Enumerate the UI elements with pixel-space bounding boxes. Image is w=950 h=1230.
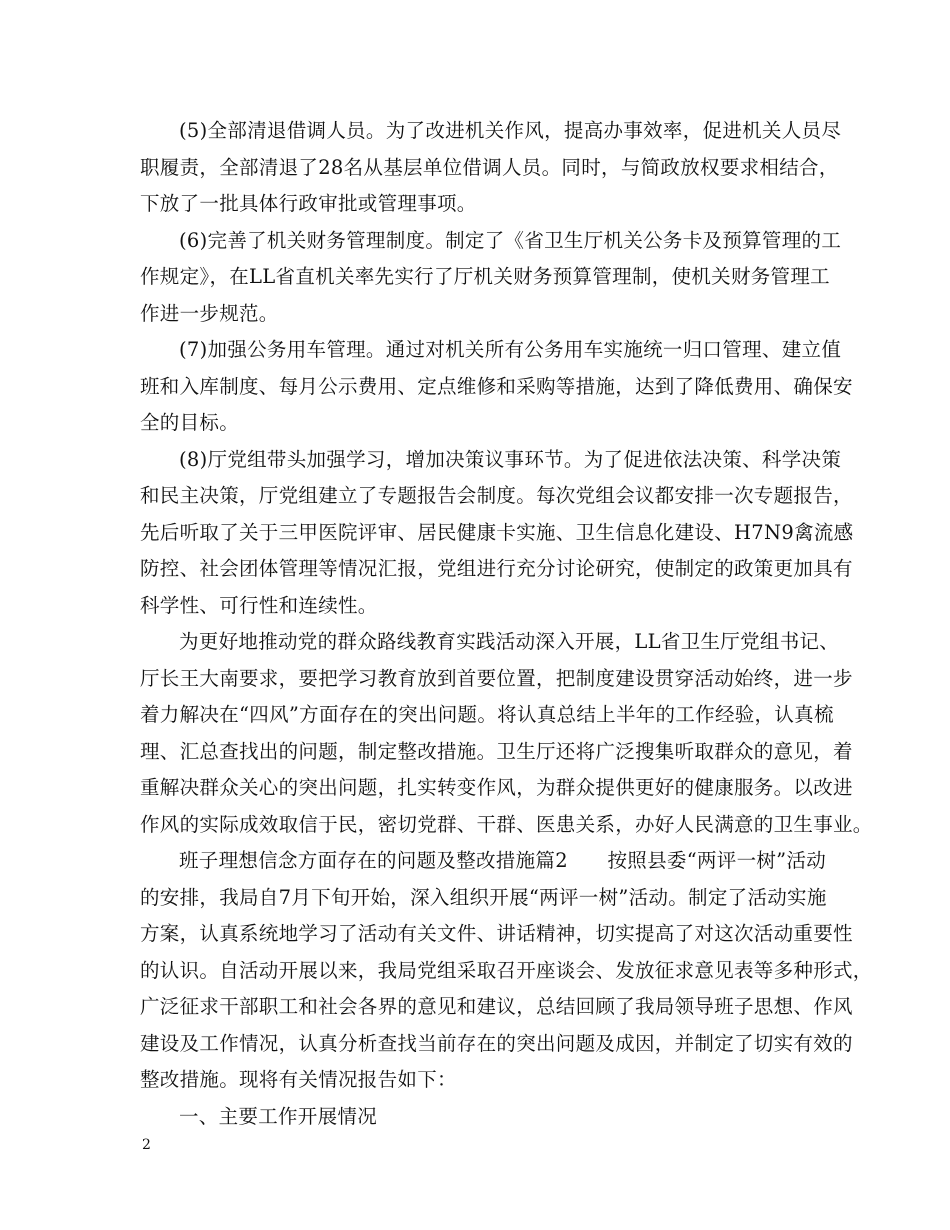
paragraph-6 <box>140 223 842 333</box>
paragraph-line: 作规定》，在LL省直机关率先实行了厅机关财务预算管理制，使机关财务管理工 <box>140 265 830 288</box>
paragraph-line: 着力解决在“四风”方面存在的突出问题。将认真总结上半年的工作经验，认真梳 <box>140 703 834 726</box>
paragraph-8 <box>140 442 854 625</box>
paragraph-5 <box>140 113 842 223</box>
section-heading <box>140 1099 820 1136</box>
paragraph-line: (5)全部清退借调人员。为了改进机关作风，提高办事效率，促进机关人员尽 <box>179 119 842 142</box>
paragraph-line: 整改措施。现将有关情况报告如下： <box>140 1068 457 1091</box>
paragraph-line: (8)厅党组带头加强学习，增加决策议事环节。为了促进依法决策、科学决策 <box>179 447 842 471</box>
paragraph-line: 全的目标。 <box>140 411 240 434</box>
paragraph-line: 为更好地推动党的群众路线教育实践活动深入开展，LL省卫生厅党组书记、 <box>179 630 840 653</box>
paragraph-line: 方案，认真系统地学习了活动有关文件、讲话精神，切实提高了对这次活动重要性 <box>140 922 853 945</box>
paragraph-line: 厅长王大南要求，要把学习教育放到首要位置，把制度建设贯穿活动始终，进一步 <box>140 666 853 690</box>
document-body <box>140 113 873 1135</box>
paragraph-section-2-intro <box>140 843 873 1099</box>
paragraph-line: 作进一步规范。 <box>140 301 279 325</box>
paragraph-7 <box>140 332 853 442</box>
paragraph-line: 职履责，全部清退了28名从基层单位借调人员。同时，与简政放权要求相结合， <box>140 155 839 179</box>
paragraph-line: 的安排，我局自7月下旬开始，深入组织开展“两评一树”活动。制定了活动实施 <box>140 885 827 909</box>
paragraph-line: 科学性、可行性和连续性。 <box>140 593 378 617</box>
paragraph-line: 班和入库制度、每月公示费用、定点维修和采购等措施，达到了降低费用、确保安 <box>140 374 853 398</box>
paragraph-line: (6)完善了机关财务管理制度。制定了《省卫生厅机关公务卡及预算管理的工 <box>179 228 842 252</box>
paragraph-line: 班子理想信念方面存在的问题及整改措施篇2 按照县委“两评一树”活动 <box>179 849 827 872</box>
paragraph-mass-line-education <box>140 624 873 843</box>
page-number: 2 <box>142 1137 151 1153</box>
paragraph-line: 防控、社会团体管理等情况汇报，党组进行充分讨论研究，使制定的政策更加具有 <box>140 557 853 580</box>
paragraph-line: 先后听取了关于三甲医院评审、居民健康卡实施、卫生信息化建设、H7N9禽流感 <box>140 520 854 544</box>
paragraph-line: 下放了一批具体行政审批或管理事项。 <box>140 192 477 215</box>
paragraph-line: 广泛征求干部职工和社会各界的意见和建议，总结回顾了我局领导班子思想、作风 <box>140 995 853 1018</box>
paragraph-line: 作风的实际成效取信于民，密切党群、干群、医患关系，办好人民满意的卫生事业。 <box>140 812 873 836</box>
paragraph-line: 理、汇总查找出的问题，制定整改措施。卫生厅还将广泛搜集听取群众的意见，着 <box>140 739 853 763</box>
paragraph-line: 和民主决策，厅党组建立了专题报告会制度。每次党组会议都安排一次专题报告， <box>140 484 853 507</box>
paragraph-line: 重解决群众关心的突出问题，扎实转变作风，为群众提供更好的健康服务。以改进 <box>140 776 853 799</box>
paragraph-line: 建设及工作情况，认真分析查找当前存在的突出问题及成因，并制定了切实有效的 <box>140 1031 853 1055</box>
paragraph-line: 的认识。自活动开展以来，我局党组采取召开座谈会、发放征求意见表等多种形式， <box>140 958 873 982</box>
heading-line: 一、主要工作开展情况 <box>179 1104 378 1128</box>
paragraph-line: (7)加强公务用车管理。通过对机关所有公务用车实施统一归口管理、建立值 <box>179 338 842 361</box>
